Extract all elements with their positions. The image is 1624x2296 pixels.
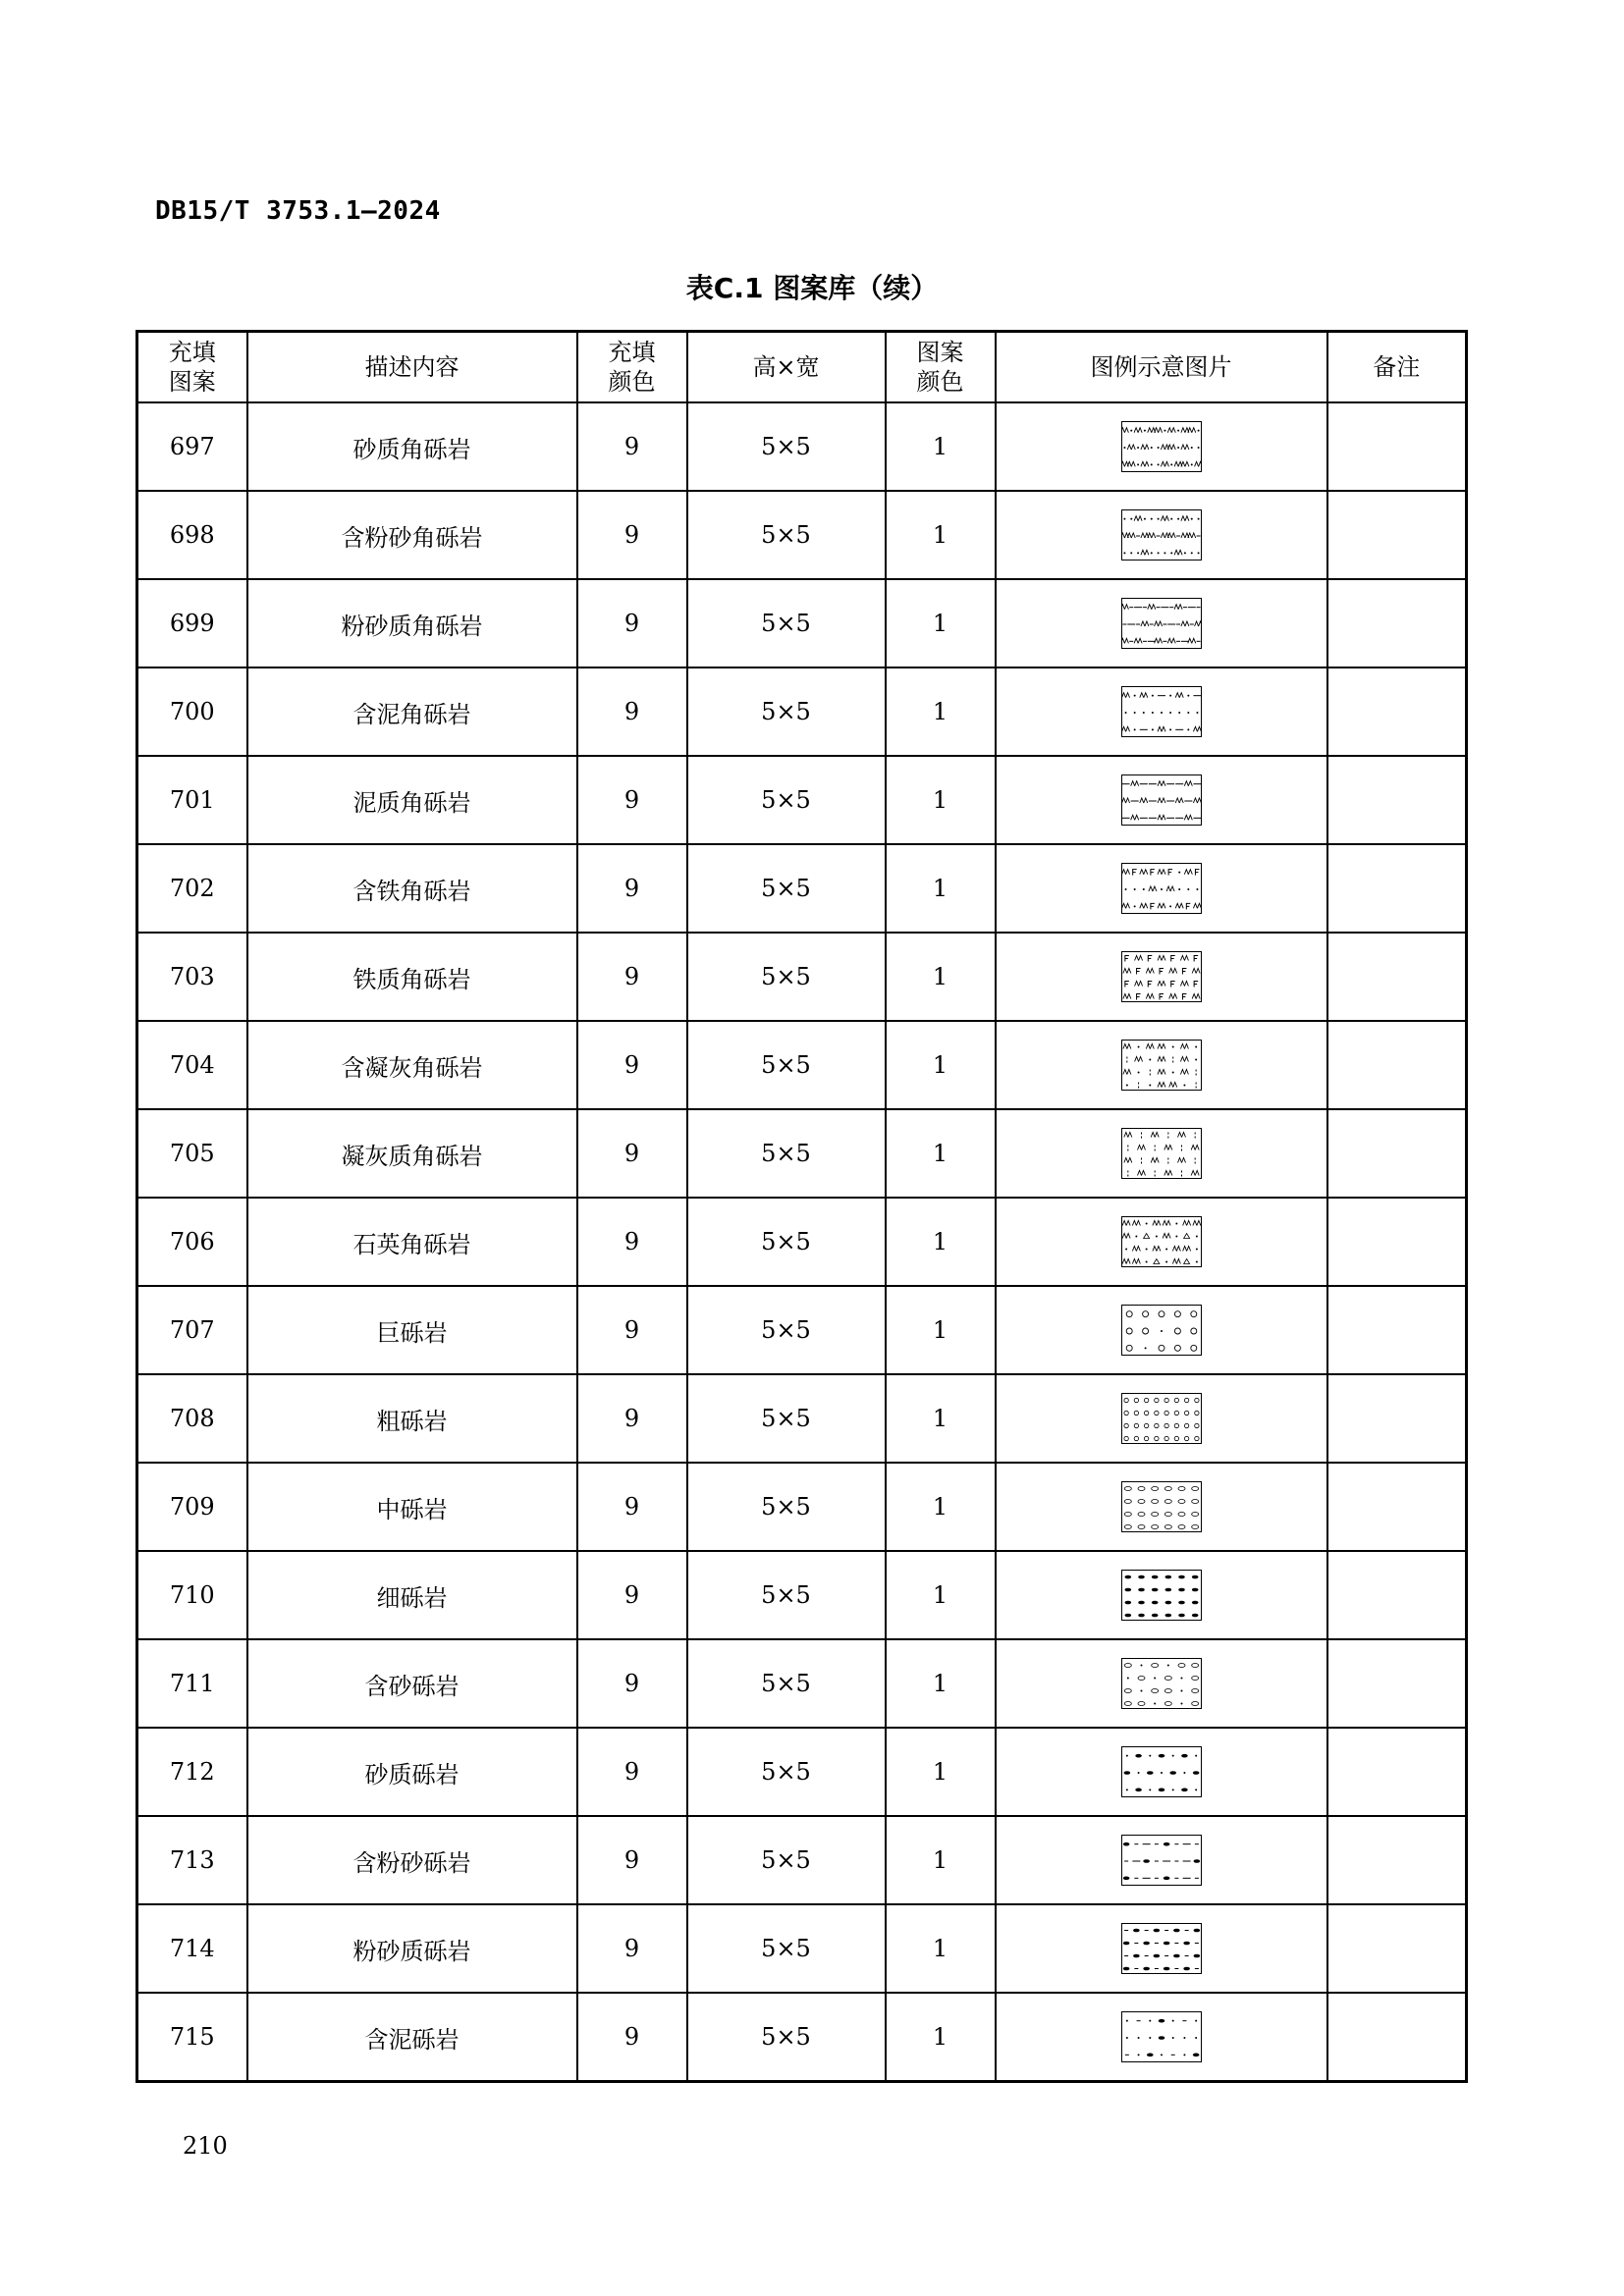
- cell-pattern-color: 1: [886, 667, 996, 756]
- cell-legend: [996, 1993, 1327, 2082]
- table-row: [137, 667, 1467, 756]
- cell-fill-color: 9: [577, 402, 687, 491]
- header-pattern-color-line1: 图案: [916, 339, 964, 366]
- cell-size: 5×5: [687, 491, 886, 579]
- cell-pattern-color: 1: [886, 1904, 996, 1993]
- cell-pattern-id: 704: [137, 1021, 247, 1109]
- cell-size: 5×5: [687, 1463, 886, 1551]
- cell-pattern-color: 1: [886, 1021, 996, 1109]
- cell-pattern-color: 1: [886, 1374, 996, 1463]
- cell-fill-color: 9: [577, 933, 687, 1021]
- cell-description: 粗砾岩: [247, 1374, 577, 1463]
- cell-pattern-color: 1: [886, 1463, 996, 1551]
- cell-pattern-id: 699: [137, 579, 247, 667]
- cell-pattern-id: 709: [137, 1463, 247, 1551]
- cell-legend: [996, 1728, 1327, 1816]
- cell-pattern-color: 1: [886, 491, 996, 579]
- muddy-breccia-icon: [1121, 774, 1202, 826]
- silty-conglomerate-icon: [1121, 1923, 1202, 1974]
- iron-bearing-breccia-icon: [1121, 863, 1202, 914]
- cell-fill-color: 9: [577, 1551, 687, 1639]
- table-row: [137, 402, 1467, 491]
- cell-fill-color: 9: [577, 1463, 687, 1551]
- cell-size: 5×5: [687, 1551, 886, 1639]
- cell-remark: [1327, 1728, 1467, 1816]
- table-title: 表C.1 图案库（续）: [685, 272, 939, 304]
- table-row: [137, 1639, 1467, 1728]
- cell-legend: [996, 1109, 1327, 1198]
- fine-conglomerate-icon: [1121, 1570, 1202, 1621]
- cell-size: 5×5: [687, 667, 886, 756]
- cell-legend: [996, 1463, 1327, 1551]
- cell-legend: [996, 756, 1327, 844]
- cell-description: 含粉砂角砾岩: [247, 491, 577, 579]
- mud-bearing-breccia-icon: [1121, 686, 1202, 737]
- cell-pattern-color: 1: [886, 1286, 996, 1374]
- cell-pattern-id: 698: [137, 491, 247, 579]
- cell-pattern-id: 708: [137, 1374, 247, 1463]
- cell-fill-color: 9: [577, 1816, 687, 1904]
- cell-size: 5×5: [687, 1374, 886, 1463]
- table-row: [137, 1198, 1467, 1286]
- cell-pattern-color: 1: [886, 1639, 996, 1728]
- cell-pattern-id: 713: [137, 1816, 247, 1904]
- header-remark: 备注: [1327, 332, 1467, 403]
- cell-remark: [1327, 1198, 1467, 1286]
- cell-legend: [996, 1904, 1327, 1993]
- page-number: 210: [183, 2132, 228, 2160]
- cell-fill-color: 9: [577, 1021, 687, 1109]
- cell-fill-color: 9: [577, 579, 687, 667]
- table-row: [137, 1463, 1467, 1551]
- cell-size: 5×5: [687, 1639, 886, 1728]
- cell-pattern-id: 714: [137, 1904, 247, 1993]
- cell-fill-color: 9: [577, 1286, 687, 1374]
- header-pattern-color: [886, 332, 996, 403]
- cell-pattern-id: 703: [137, 933, 247, 1021]
- cell-pattern-id: 706: [137, 1198, 247, 1286]
- cell-size: 5×5: [687, 1021, 886, 1109]
- header-fill-color: [577, 332, 687, 403]
- cell-size: 5×5: [687, 1109, 886, 1198]
- cell-pattern-color: 1: [886, 1109, 996, 1198]
- cell-remark: [1327, 844, 1467, 933]
- table-body: [137, 402, 1467, 2082]
- cell-fill-color: 9: [577, 1639, 687, 1728]
- cell-legend: [996, 933, 1327, 1021]
- cell-pattern-color: 1: [886, 844, 996, 933]
- cell-fill-color: 9: [577, 1109, 687, 1198]
- table-row: [137, 579, 1467, 667]
- table-row: [137, 1286, 1467, 1374]
- table-row: [137, 1021, 1467, 1109]
- cell-size: 5×5: [687, 1198, 886, 1286]
- cell-size: 5×5: [687, 844, 886, 933]
- sandy-breccia-icon: [1121, 421, 1202, 472]
- cell-fill-color: 9: [577, 1904, 687, 1993]
- cell-pattern-color: 1: [886, 933, 996, 1021]
- header-fill-pattern-line2: 图案: [168, 368, 216, 396]
- table-row: [137, 1816, 1467, 1904]
- boulder-conglomerate-icon: [1121, 1305, 1202, 1356]
- cell-size: 5×5: [687, 579, 886, 667]
- cell-pattern-color: 1: [886, 756, 996, 844]
- cell-description: 铁质角砾岩: [247, 933, 577, 1021]
- table-row: [137, 844, 1467, 933]
- cell-remark: [1327, 491, 1467, 579]
- cell-legend: [996, 402, 1327, 491]
- cell-remark: [1327, 933, 1467, 1021]
- cell-description: 凝灰质角砾岩: [247, 1109, 577, 1198]
- tuffaceous-breccia-icon: [1121, 1128, 1202, 1179]
- cell-remark: [1327, 1463, 1467, 1551]
- cell-description: 泥质角砾岩: [247, 756, 577, 844]
- cell-remark: [1327, 1816, 1467, 1904]
- cell-description: 巨砾岩: [247, 1286, 577, 1374]
- cell-fill-color: 9: [577, 844, 687, 933]
- sand-bearing-conglomerate-icon: [1121, 1658, 1202, 1709]
- cell-legend: [996, 1286, 1327, 1374]
- header-fill-pattern-line1: 充填: [168, 339, 216, 366]
- cell-remark: [1327, 1993, 1467, 2082]
- cell-pattern-id: 702: [137, 844, 247, 933]
- cell-description: 含泥砾岩: [247, 1993, 577, 2082]
- table-row: [137, 1109, 1467, 1198]
- cell-pattern-id: 701: [137, 756, 247, 844]
- cell-description: 石英角砾岩: [247, 1198, 577, 1286]
- cell-size: 5×5: [687, 1904, 886, 1993]
- cell-description: 含砂砾岩: [247, 1639, 577, 1728]
- cell-pattern-id: 710: [137, 1551, 247, 1639]
- cell-size: 5×5: [687, 756, 886, 844]
- cell-pattern-color: 1: [886, 579, 996, 667]
- cell-description: 粉砂质砾岩: [247, 1904, 577, 1993]
- header-size: 高×宽: [687, 332, 886, 403]
- cell-fill-color: 9: [577, 1198, 687, 1286]
- tuff-bearing-breccia-icon: [1121, 1040, 1202, 1091]
- cell-pattern-id: 697: [137, 402, 247, 491]
- cell-remark: [1327, 667, 1467, 756]
- cell-fill-color: 9: [577, 1993, 687, 2082]
- table-header-row: [137, 332, 1467, 403]
- table-row: [137, 1551, 1467, 1639]
- cell-description: 含粉砂砾岩: [247, 1816, 577, 1904]
- cell-size: 5×5: [687, 933, 886, 1021]
- cell-legend: [996, 1816, 1327, 1904]
- silt-bearing-conglomerate-icon: [1121, 1835, 1202, 1886]
- cell-description: 粉砂质角砾岩: [247, 579, 577, 667]
- cell-legend: [996, 1374, 1327, 1463]
- cell-remark: [1327, 1374, 1467, 1463]
- ferruginous-breccia-icon: [1121, 951, 1202, 1002]
- cell-description: 含凝灰角砾岩: [247, 1021, 577, 1109]
- quartz-breccia-icon: [1121, 1216, 1202, 1267]
- cell-description: 砂质砾岩: [247, 1728, 577, 1816]
- silt-bearing-breccia-icon: [1121, 509, 1202, 561]
- table-row: [137, 1728, 1467, 1816]
- cell-pattern-id: 700: [137, 667, 247, 756]
- cell-pattern-id: 705: [137, 1109, 247, 1198]
- cell-pattern-id: 707: [137, 1286, 247, 1374]
- header-fill-color-line2: 颜色: [608, 368, 656, 396]
- cell-description: 含铁角砾岩: [247, 844, 577, 933]
- header-description: 描述内容: [247, 332, 577, 403]
- cell-remark: [1327, 1286, 1467, 1374]
- cell-legend: [996, 1198, 1327, 1286]
- cell-pattern-color: 1: [886, 1198, 996, 1286]
- cell-size: 5×5: [687, 402, 886, 491]
- coarse-conglomerate-icon: [1121, 1393, 1202, 1444]
- cell-legend: [996, 1639, 1327, 1728]
- cell-pattern-id: 715: [137, 1993, 247, 2082]
- table-row: [137, 933, 1467, 1021]
- table-row: [137, 1374, 1467, 1463]
- cell-remark: [1327, 756, 1467, 844]
- cell-size: 5×5: [687, 1286, 886, 1374]
- medium-conglomerate-icon: [1121, 1481, 1202, 1532]
- cell-pattern-color: 1: [886, 1728, 996, 1816]
- cell-pattern-color: 1: [886, 1993, 996, 2082]
- cell-pattern-id: 711: [137, 1639, 247, 1728]
- header-pattern-color-line2: 颜色: [916, 368, 964, 396]
- cell-size: 5×5: [687, 1728, 886, 1816]
- cell-legend: [996, 1021, 1327, 1109]
- cell-legend: [996, 844, 1327, 933]
- silty-breccia-icon: [1121, 598, 1202, 649]
- header-fill-pattern: [137, 332, 247, 403]
- table-row: [137, 756, 1467, 844]
- cell-remark: [1327, 1551, 1467, 1639]
- cell-remark: [1327, 1109, 1467, 1198]
- document-code: DB15/T 3753.1—2024: [155, 196, 441, 226]
- cell-size: 5×5: [687, 1993, 886, 2082]
- cell-remark: [1327, 1021, 1467, 1109]
- cell-fill-color: 9: [577, 667, 687, 756]
- cell-legend: [996, 491, 1327, 579]
- cell-legend: [996, 1551, 1327, 1639]
- table-row: [137, 1993, 1467, 2082]
- cell-fill-color: 9: [577, 491, 687, 579]
- cell-description: 砂质角砾岩: [247, 402, 577, 491]
- table-row: [137, 491, 1467, 579]
- cell-remark: [1327, 1904, 1467, 1993]
- table-row: [137, 1904, 1467, 1993]
- mud-bearing-conglomerate-icon: [1121, 2011, 1202, 2062]
- cell-pattern-color: 1: [886, 1551, 996, 1639]
- cell-fill-color: 9: [577, 1374, 687, 1463]
- cell-fill-color: 9: [577, 756, 687, 844]
- cell-description: 含泥角砾岩: [247, 667, 577, 756]
- cell-legend: [996, 579, 1327, 667]
- cell-description: 细砾岩: [247, 1551, 577, 1639]
- header-fill-color-line1: 充填: [608, 339, 656, 366]
- cell-pattern-color: 1: [886, 402, 996, 491]
- cell-pattern-color: 1: [886, 1816, 996, 1904]
- cell-remark: [1327, 402, 1467, 491]
- header-legend: 图例示意图片: [996, 332, 1327, 403]
- cell-remark: [1327, 1639, 1467, 1728]
- cell-remark: [1327, 579, 1467, 667]
- sandy-conglomerate-icon: [1121, 1746, 1202, 1797]
- cell-description: 中砾岩: [247, 1463, 577, 1551]
- cell-fill-color: 9: [577, 1728, 687, 1816]
- cell-pattern-id: 712: [137, 1728, 247, 1816]
- cell-size: 5×5: [687, 1816, 886, 1904]
- pattern-library-table: [135, 330, 1468, 2083]
- cell-legend: [996, 667, 1327, 756]
